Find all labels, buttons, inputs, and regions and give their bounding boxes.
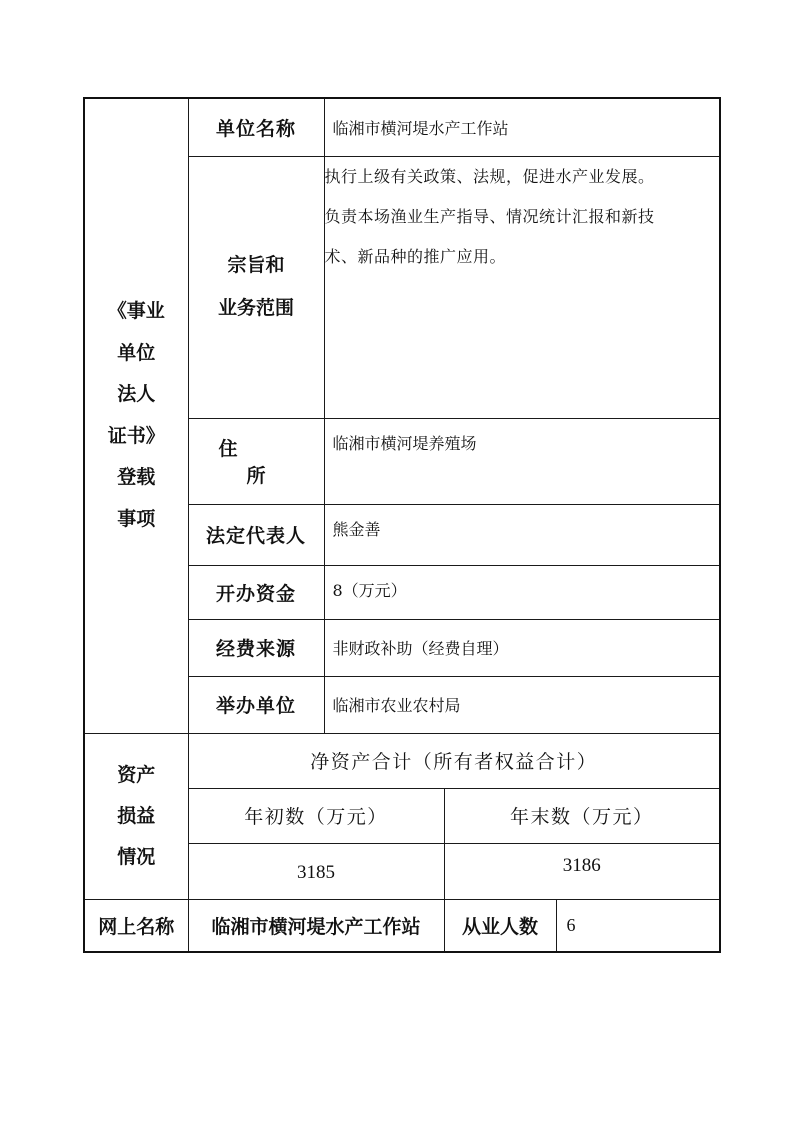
online-name-value: 临湘市横河堤水产工作站 [188, 899, 444, 952]
legal-rep-label: 法定代表人 [188, 504, 324, 565]
sponsor-label: 举办单位 [188, 676, 324, 733]
capital-value: 8（万元） [324, 565, 720, 619]
address-value: 临湘市横河堤养殖场 [324, 418, 720, 504]
sponsor-value: 临湘市农业农村局 [324, 676, 720, 733]
end-of-year-label: 年末数（万元） [444, 788, 720, 843]
scope-value: 执行上级有关政策、法规，促进水产业发展。 负责本场渔业生产指导、情况统计汇报和新技 术、新品种的推广应用。 [324, 156, 720, 418]
staff-count-value: 6 [556, 899, 720, 952]
net-assets-header: 净资产合计（所有者权益合计） [188, 733, 720, 788]
address-label [188, 418, 324, 504]
unit-name-label: 单位名称 [188, 98, 324, 156]
end-of-year-value: 3186 [444, 843, 720, 899]
begin-of-year-value: 3185 [188, 843, 444, 899]
begin-of-year-label: 年初数（万元） [188, 788, 444, 843]
row-unit-name [84, 98, 720, 156]
staff-count-label: 从业人数 [444, 899, 556, 952]
capital-label: 开办资金 [188, 565, 324, 619]
registration-table [83, 97, 721, 953]
unit-name-value: 临湘市横河堤水产工作站 [324, 98, 720, 156]
scope-label: 宗旨和 业务范围 [188, 156, 324, 418]
row-assets-header [84, 733, 720, 788]
row-online-name [84, 899, 720, 952]
funding-value: 非财政补助（经费自理） [324, 619, 720, 676]
online-name-label: 网上名称 [84, 899, 188, 952]
legal-rep-value: 熊金善 [324, 504, 720, 565]
funding-label: 经费来源 [188, 619, 324, 676]
registration-side-label: 《事业 单位 法人 证书》 登载 事项 [84, 98, 188, 733]
assets-side-label: 资产 损益 情况 [84, 733, 188, 899]
address-label-text: 住所 [218, 438, 322, 487]
